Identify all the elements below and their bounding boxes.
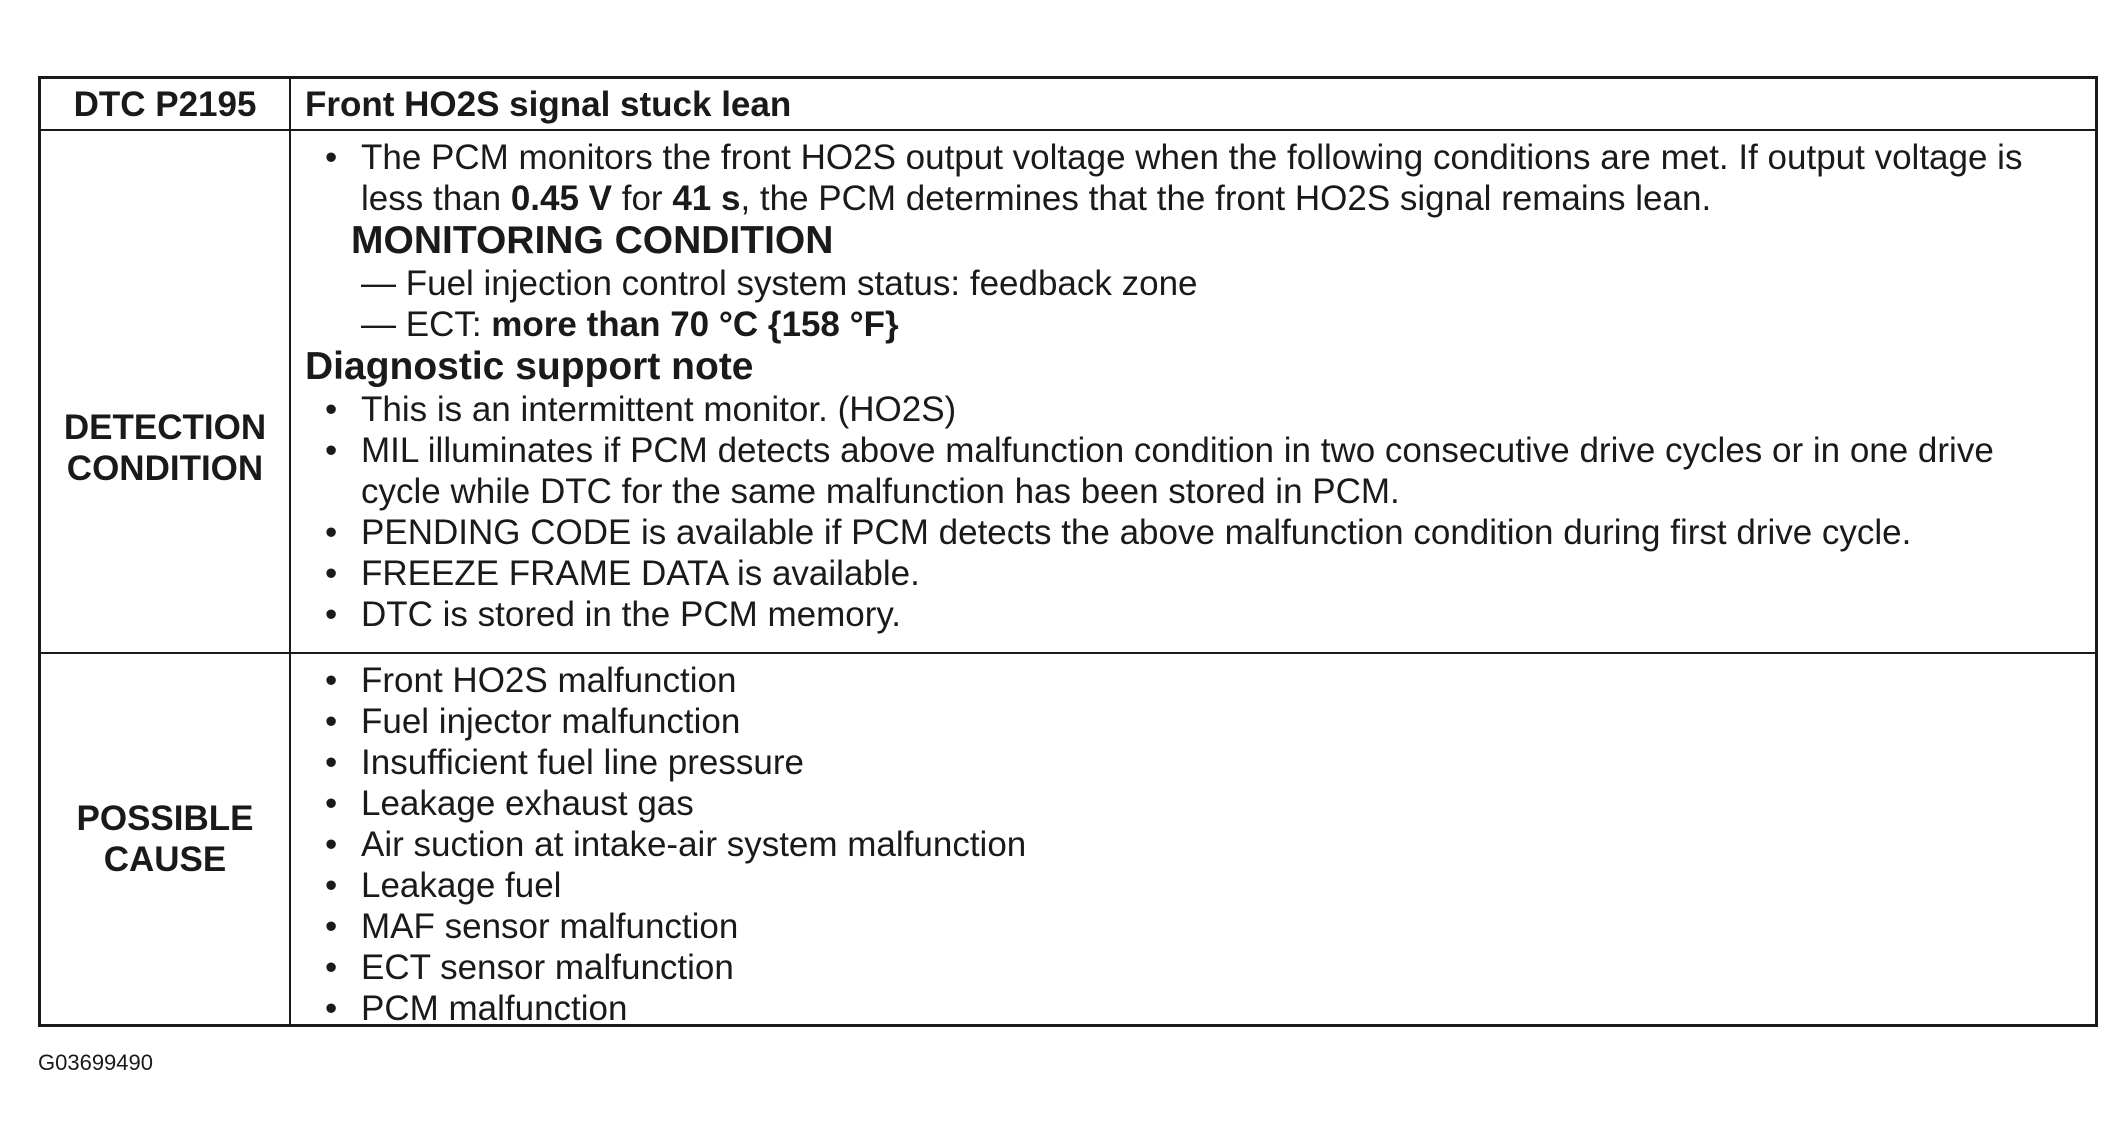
detection-condition-row [41, 131, 2095, 654]
detection-label-line2: CONDITION [66, 448, 264, 488]
detection-condition-content [291, 131, 2095, 652]
cause-item: • Insufficient fuel line pressure [305, 742, 2081, 783]
monitoring-condition-heading: MONITORING CONDITION [351, 219, 834, 262]
support-note-item: • FREEZE FRAME DATA is available. [305, 553, 2081, 594]
cause-item: • PCM malfunction [305, 988, 2081, 1029]
cause-item: • Fuel injector malfunction [305, 701, 2081, 742]
cause-label-line2: CAUSE [103, 840, 227, 879]
diagnostic-table [38, 76, 2098, 1027]
intro-text-1: The PCM monitors the front HO2S output voltage when the following conditions are met. If output voltage is less than [361, 138, 2023, 218]
cause-item: • MAF sensor malfunction [305, 906, 2081, 947]
dtc-title-cell: Front HO2S signal stuck lean [305, 84, 792, 124]
detection-condition-label [41, 131, 291, 652]
intro-text-2: for [612, 179, 673, 218]
support-note-item: • DTC is stored in the PCM memory. [305, 594, 2081, 635]
monitoring-condition-fuel: — Fuel injection control system status: feedback zone [361, 264, 1198, 303]
table-header-row [41, 79, 2095, 131]
possible-cause-row [41, 654, 2095, 1028]
diagnostic-support-heading: Diagnostic support note [305, 345, 754, 388]
detection-intro-item [305, 137, 2081, 219]
cause-item: • Air suction at intake-air system malfunction [305, 824, 2081, 865]
cause-item: • ECT sensor malfunction [305, 947, 2081, 988]
cause-label-line1: POSSIBLE [76, 799, 254, 838]
detection-label-line1: DETECTION [63, 407, 267, 447]
support-note-list [305, 389, 2081, 635]
figure-id: G03699490 [38, 1050, 153, 1075]
detection-intro-list [305, 137, 2081, 219]
cause-item: • Front HO2S malfunction [305, 660, 2081, 701]
support-note-item: • PENDING CODE is available if PCM detects the above malfunction condition during first drive cycle. [305, 512, 2081, 553]
intro-time-value: 41 s [672, 179, 741, 218]
support-note-item: • MIL illuminates if PCM detects above malfunction condition in two consecutive drive cycles or in one drive cycle while DTC for the same malfunction has been stored in PCM. [305, 430, 2081, 512]
possible-cause-content [291, 654, 2095, 1028]
possible-cause-label [41, 654, 291, 1024]
intro-voltage-value: 0.45 V [510, 179, 613, 218]
support-note-item: • This is an intermittent monitor. (HO2S) [305, 389, 2081, 430]
cause-item: • Leakage exhaust gas [305, 783, 2081, 824]
monitoring-condition-ect [305, 304, 2081, 345]
cause-item: • Leakage fuel [305, 865, 2081, 906]
intro-text-3: , the PCM determines that the front HO2S signal remains lean. [740, 179, 1712, 218]
possible-cause-list [305, 660, 2081, 1029]
ect-value: more than 70 °C {158 °F} [491, 305, 899, 344]
ect-prefix: — ECT: [361, 305, 492, 344]
dtc-code-cell: DTC P2195 [41, 79, 291, 129]
